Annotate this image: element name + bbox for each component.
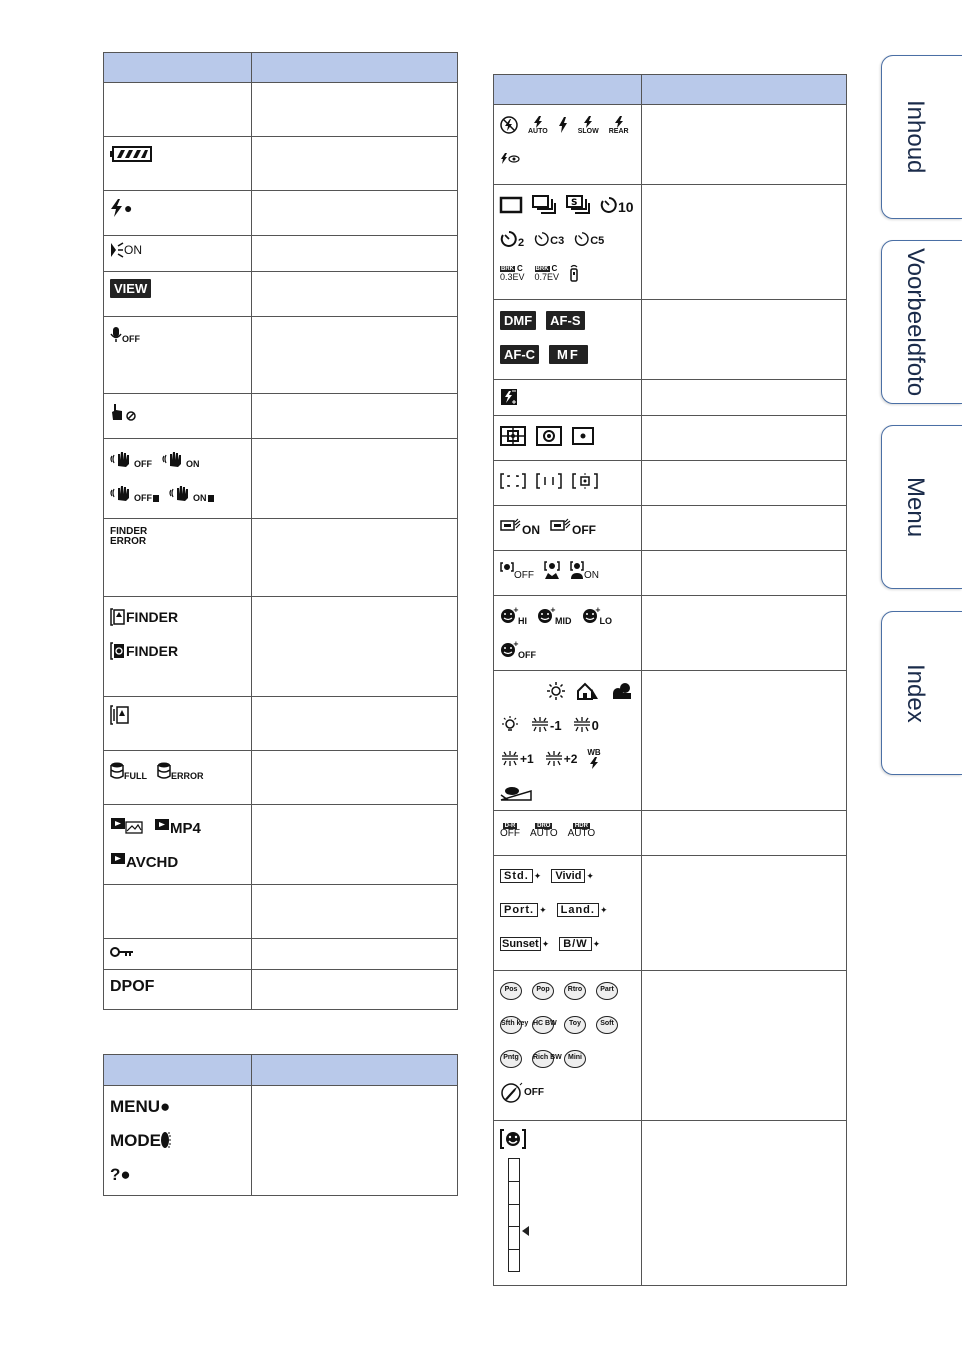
creative-bw-badge: B/W (559, 937, 591, 951)
flash-redeye-icon (500, 153, 520, 165)
table-row (494, 811, 847, 856)
menu-line (110, 1094, 245, 1118)
table-row (104, 1086, 458, 1196)
focus-dmf-badge: DMF (500, 311, 536, 330)
drive-line-2 (500, 227, 635, 251)
smile-sensitivity-line-1 (500, 604, 635, 628)
steadyshot-off-warning-icon: OFF (110, 484, 159, 503)
single-shot-icon (500, 196, 522, 214)
creative-style-line-2: Port. ✦ Land. ✦ (500, 898, 635, 922)
table-row (104, 805, 458, 885)
effect-posterization-icon: Pos (500, 982, 522, 1000)
menu-indicator: MENU● (110, 1096, 171, 1116)
tab-menu[interactable]: Menu (881, 425, 962, 589)
smile-sensitivity-line-2 (500, 638, 635, 662)
multi-metering-icon (500, 426, 526, 446)
self-timer-c5-icon: C5 (574, 231, 604, 247)
effect-line-2 (500, 1013, 635, 1037)
creative-sunset-badge: Sunset (502, 938, 539, 950)
table-row (494, 551, 847, 596)
smile-level-meter-wrap (500, 1158, 635, 1272)
table-row (104, 697, 458, 751)
tab-index[interactable]: Index (881, 611, 962, 775)
table-row (104, 83, 458, 137)
wb-line-4 (500, 781, 635, 805)
wb-line-2 (500, 713, 635, 737)
battery-icon (110, 145, 154, 163)
creative-landscape-badge: Land. (557, 903, 599, 917)
finder-heat-line-2 (110, 639, 245, 663)
database-error-icon: ERROR (157, 762, 204, 781)
help-line (110, 1162, 245, 1186)
dro-line (500, 819, 635, 843)
self-timer-2-icon: 2 (500, 230, 524, 249)
flash-slow-icon: SLOW (578, 116, 599, 135)
svg-text:S: S (571, 198, 578, 208)
af-illuminator-icon: ON (110, 242, 142, 258)
table-row (494, 380, 847, 416)
effect-line-1 (500, 979, 635, 1003)
effect-partial-color-icon: Part (596, 982, 618, 1000)
database-full-icon: FULL (110, 762, 147, 781)
smile-level-meter (508, 1158, 520, 1272)
smile-hi-icon: + HI (500, 607, 527, 626)
fluorescent-p2-icon: +2 (544, 750, 578, 768)
metering-line (500, 424, 635, 448)
flash-mode-line (500, 113, 635, 137)
table-row (494, 461, 847, 506)
left-icon-table (103, 52, 458, 1010)
self-timer-c3-icon: C3 (534, 231, 564, 247)
flash-compensation-icon (500, 388, 518, 406)
smile-detection-icon (500, 1129, 526, 1149)
creative-style-line-3: Sunset ✦ B/W ✦ (502, 938, 601, 950)
shade-icon (576, 681, 600, 701)
mode-indicator: MODE (110, 1131, 171, 1149)
effect-painting-icon: Pntg (500, 1050, 522, 1068)
dpof-indicator: DPOF (110, 978, 155, 995)
playback-line-2 (110, 847, 245, 871)
table-row (104, 394, 458, 439)
flexible-spot-icon (572, 472, 598, 490)
table-row (104, 439, 458, 519)
playback-line-1 (110, 813, 245, 837)
steadyshot-on-icon: ON (162, 450, 200, 469)
tab-voorbeeldfoto[interactable]: Voorbeeldfoto (881, 240, 962, 404)
table-row (104, 970, 458, 1010)
speed-priority-icon (566, 195, 590, 215)
table-row (104, 236, 458, 272)
soft-skin-on-icon: ON (500, 516, 540, 536)
creative-style-line-1: Std. ✦ Vivid ✦ (500, 864, 635, 888)
focus-line-2 (500, 342, 635, 366)
effect-retro-icon: Rtro (564, 982, 586, 1000)
database-line (110, 759, 245, 783)
effect-miniature-icon: Mini (564, 1050, 586, 1068)
table-row (494, 300, 847, 380)
tab-inhoud[interactable]: Inhoud (881, 55, 962, 219)
underwater-wb-icon (500, 785, 532, 801)
effect-off-icon: OFF (500, 1083, 544, 1103)
face-detect-registered-icon (544, 561, 560, 581)
focus-line-1 (500, 308, 635, 332)
flash-fill-icon (558, 117, 568, 133)
focus-afs-badge: AF-S (546, 311, 584, 330)
table-row (104, 939, 458, 970)
wb-line-3 (500, 747, 635, 771)
face-detect-off-icon: OFF (500, 561, 534, 581)
smile-mid-icon: + MID (537, 607, 572, 626)
steadyshot-line-1 (110, 447, 245, 471)
flash-off-icon (500, 116, 518, 134)
table-row (104, 597, 458, 697)
table-row (494, 671, 847, 811)
table-header (494, 75, 847, 105)
finder-heat-line-1 (110, 605, 245, 629)
table-row (104, 191, 458, 236)
steadyshot-line-2 (110, 481, 245, 505)
table-row (104, 885, 458, 939)
mode-line (110, 1128, 245, 1152)
drive-line-3 (500, 261, 635, 285)
steadyshot-on-warning-icon: ON (169, 484, 214, 503)
finder-temp-icon: FINDER (110, 608, 178, 626)
mic-off-icon: OFF (110, 325, 140, 344)
flash-auto-icon: AUTO (528, 116, 548, 135)
table-row (104, 751, 458, 805)
table-header (104, 53, 458, 83)
flash-charge-icon: ● (110, 199, 132, 217)
right-icon-table (493, 74, 847, 1286)
center-area-icon (536, 472, 562, 490)
flash-redeye-line (500, 147, 635, 171)
table-row (494, 596, 847, 671)
effect-soft-high-key-icon: Sfth key (500, 1016, 522, 1034)
bracket-07-icon: BRK C 0.7EV (534, 263, 560, 282)
smile-level-arrow (522, 1226, 529, 1236)
soft-skin-off-icon: OFF (550, 516, 596, 536)
fluorescent-p1-icon: +1 (500, 750, 534, 768)
fluorescent-0-icon: 0 (572, 716, 599, 734)
spot-metering-icon (572, 427, 594, 445)
creative-standard-badge: Std. (500, 869, 533, 883)
focus-mf-badge: MF (549, 345, 588, 364)
remote-commander-icon (569, 264, 579, 282)
mp4-playback-icon: MP4 (154, 815, 201, 836)
effect-line-4 (500, 1081, 635, 1105)
creative-vivid-badge: Vivid (551, 869, 585, 883)
help-indicator: ?● (110, 1164, 131, 1184)
continuous-shot-icon (532, 195, 556, 215)
table-row (104, 519, 458, 597)
focus-afc-badge: AF-C (500, 345, 539, 364)
table-row (494, 105, 847, 185)
touch-disabled-icon (110, 402, 140, 422)
effect-soft-focus-icon: Soft (596, 1016, 618, 1034)
table-row (104, 137, 458, 191)
center-metering-icon (536, 426, 562, 446)
table-row (494, 856, 847, 971)
wb-line-1 (500, 679, 635, 703)
flash-wb-icon: WB (587, 749, 600, 769)
hdr-auto-icon: HDR AUTO (567, 823, 596, 839)
cloudy-icon (610, 682, 634, 700)
focus-area-line (500, 469, 635, 493)
effect-line-3 (500, 1047, 635, 1071)
still-playback-icon (110, 816, 144, 834)
svg-text:+: + (513, 640, 519, 648)
effect-rich-bw-icon: Rich BW (532, 1050, 554, 1068)
table-row (104, 317, 458, 394)
incandescent-icon (500, 715, 520, 735)
table-row (494, 185, 847, 300)
table-row (104, 272, 458, 317)
bracket-03-icon: BRK C 0.3EV (500, 263, 525, 282)
steadyshot-off-icon: OFF (110, 450, 152, 469)
finder-error-indicator: FINDER ERROR (110, 526, 148, 547)
table-row (494, 416, 847, 461)
dro-off-icon: D-R OFF (500, 823, 520, 839)
view-indicator: VIEW (110, 279, 151, 298)
effect-toy-camera-icon: Toy (564, 1016, 586, 1034)
dro-auto-icon: DRO AUTO (530, 823, 558, 839)
svg-text:+: + (550, 606, 556, 614)
drive-line-1 (500, 193, 635, 217)
flash-rear-icon: REAR (609, 116, 629, 135)
face-detect-on-icon: ON (570, 561, 599, 581)
smile-shutter-line (500, 559, 635, 583)
creative-portrait-badge: Port. (500, 903, 538, 917)
self-timer-10-icon: 10 (600, 196, 634, 214)
effect-hc-bw-icon: HC BW (532, 1016, 554, 1034)
smile-lo-icon: + LO (582, 607, 613, 626)
table-row (494, 971, 847, 1121)
fluorescent-m1-icon: -1 (530, 716, 562, 734)
table-header (104, 1055, 458, 1086)
soft-skin-line (500, 514, 635, 538)
table-row (494, 506, 847, 551)
avchd-playback-icon: AVCHD (110, 849, 178, 870)
svg-text:+: + (513, 606, 519, 614)
daylight-icon (546, 681, 566, 701)
effect-pop-color-icon: Pop (532, 982, 554, 1000)
protect-key-icon (110, 946, 134, 958)
wide-area-icon (500, 472, 526, 490)
svg-text:+: + (594, 606, 601, 614)
finder-temp-icon-2: FINDER (110, 642, 178, 660)
smile-off-icon: + OFF (500, 641, 536, 660)
left-icon-table-2 (103, 1054, 458, 1196)
heat-warning-icon (110, 705, 130, 725)
table-row (494, 1121, 847, 1286)
